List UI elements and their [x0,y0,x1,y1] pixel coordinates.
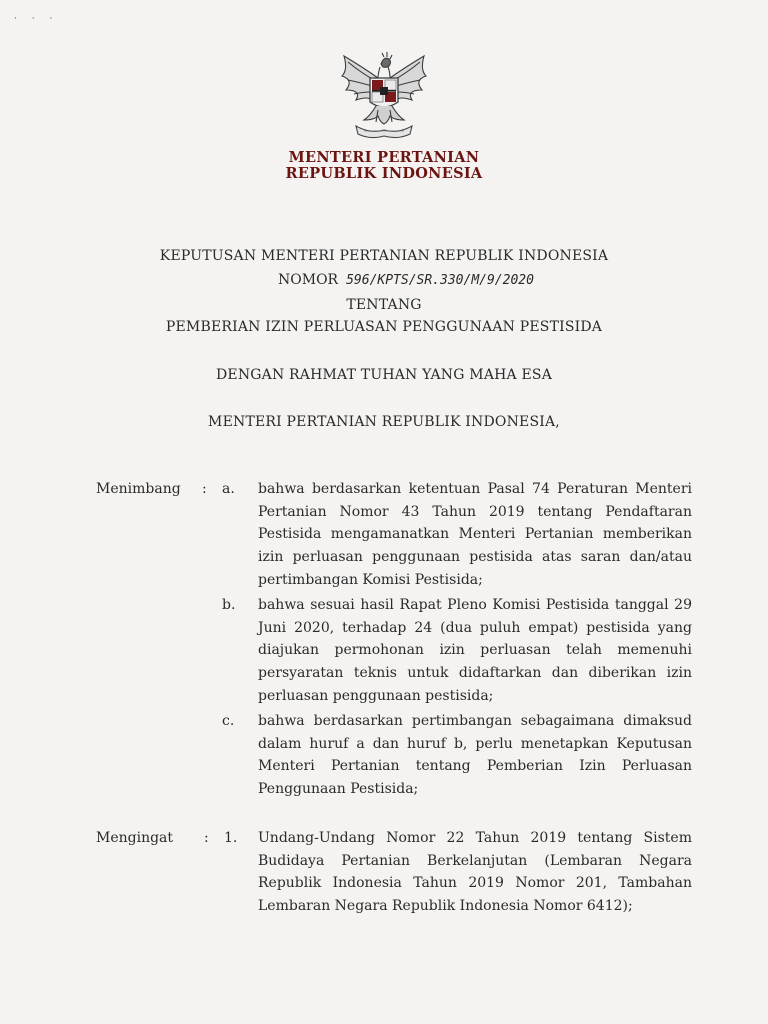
scan-specks: · · · [14,14,59,24]
menimbang-mark-b: b. [222,597,236,613]
menteri-line: MENTERI PERTANIAN REPUBLIK INDONESIA, [208,414,560,430]
decree-subject: PEMBERIAN IZIN PERLUASAN PENGGUNAAN PESTISIDA [165,319,603,335]
menimbang-label: Menimbang [96,481,181,497]
mengingat-item-1: Undang-Undang Nomor 22 Tahun 2019 tentang Sistem Budidaya Pertanian Berkelanjutan (Lembaran Negara Republik Indonesia Tahun 2019 Nomor 201, Tambahan Lembaran Negara Republik Indonesia Nomor 6412); [258,830,692,915]
mengingat-mark-1: 1. [224,830,238,846]
decree-title: KEPUTUSAN MENTERI PERTANIAN REPUBLIK INDONESIA [159,248,609,264]
menimbang-colon: : [202,481,207,497]
menimbang-mark-c: c. [222,713,235,729]
rahmat-line: DENGAN RAHMAT TUHAN YANG MAHA ESA [215,367,553,383]
menimbang-mark-a: a. [222,481,235,497]
menimbang-item-a: bahwa berdasarkan ketentuan Pasal 74 Peraturan Menteri Pertanian Nomor 43 Tahun 2019 tentang Pendaftaran Pestisida mengamanatkan Menteri Pertanian memberikan izin perluasan penggunaan pestisida atas saran dan/atau pertimbangan Komisi Pestisida; [258,481,692,588]
mengingat-label: Mengingat [96,830,174,846]
ministry-line-1: MENTERI PERTANIAN [288,149,480,166]
nomor-label: NOMOR [278,272,339,288]
tentang-heading: TENTANG [346,297,422,313]
mengingat-colon: : [204,830,209,846]
decree-number [278,272,534,288]
nomor-value: 596/KPTS/SR.330/M/9/2020 [346,273,534,288]
menimbang-item-c: bahwa berdasarkan pertimbangan sebagaimana dimaksud dalam huruf a dan huruf b, perlu menetapkan Keputusan Menteri Pertanian tentang Pemberian Izin Perluasan Penggunaan Pestisida; [258,713,692,798]
menimbang-item-b: bahwa sesuai hasil Rapat Pleno Komisi Pestisida tanggal 29 Juni 2020, terhadap 24 (dua puluh empat) pestisida yang diajukan permohonan izin perluasan telah memenuhi persyaratan teknis untuk didaftarkan dan diberikan izin perluasan penggunaan pestisida; [258,597,692,704]
garuda-emblem [334,50,434,142]
ministry-heading [0,150,768,182]
ministry-line-2: REPUBLIK INDONESIA [285,165,483,182]
